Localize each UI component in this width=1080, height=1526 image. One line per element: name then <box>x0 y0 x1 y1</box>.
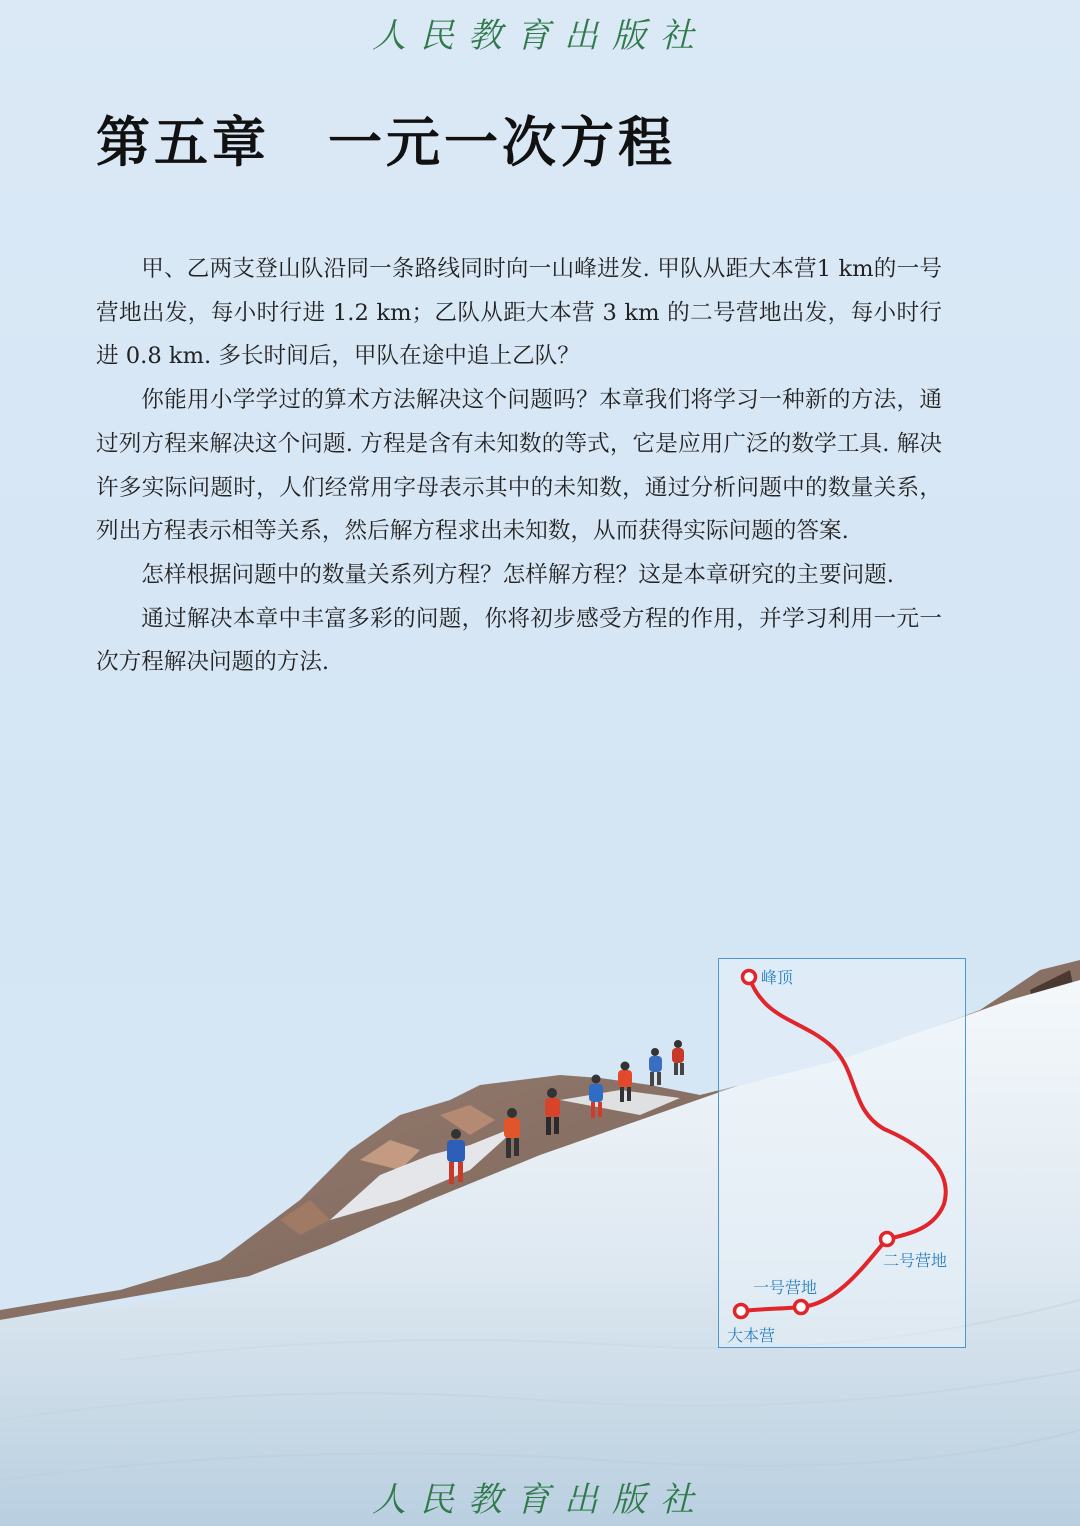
intro-paragraph-3: 怎样根据问题中的数量关系列方程？怎样解方程？这是本章研究的主要问题. <box>141 561 894 588</box>
label-peak: 峰顶 <box>761 968 794 987</box>
route-map <box>718 958 966 1348</box>
camp2-marker <box>881 1233 894 1246</box>
intro-paragraph-1: 甲、乙两支登山队沿同一条路线同时向一山峰进发. 甲队从距大本营1 km的一号营地出发，每小时行进 1.2 km；乙队从距大本营 3 km 的二号营地出发，每小时行进 0.8 km. 多长时间后，甲队在途中追上乙队？ <box>96 256 942 370</box>
label-camp2: 二号营地 <box>883 1251 948 1270</box>
camp1-marker <box>795 1301 808 1314</box>
base-camp-marker <box>735 1305 748 1318</box>
publisher-header: 人民教育出版社 <box>372 16 708 56</box>
intro-paragraph-2: 你能用小学学过的算术方法解决这个问题吗？本章我们将学习一种新的方法，通过列方程来解决这个问题. 方程是含有未知数的等式，它是应用广泛的数学工具. 解决许多实际问题时，人们经常用字母表示其中的未知数，通过分析问题中的数量关系，列出方程表示相等关系，然后解方程求出未知数，从而获得实际问题的答案. <box>96 387 942 545</box>
label-camp1: 一号营地 <box>753 1278 818 1297</box>
publisher-footer: 人民教育出版社 <box>372 1480 708 1520</box>
intro-paragraph-4: 通过解决本章中丰富多彩的问题，你将初步感受方程的作用，并学习利用一元一次方程解决问题的方法. <box>96 605 942 676</box>
chapter-intro <box>96 248 942 685</box>
peak-marker <box>743 971 756 984</box>
chapter-title: 第五章 一元一次方程 <box>96 111 676 174</box>
label-base-camp: 大本营 <box>727 1326 776 1345</box>
